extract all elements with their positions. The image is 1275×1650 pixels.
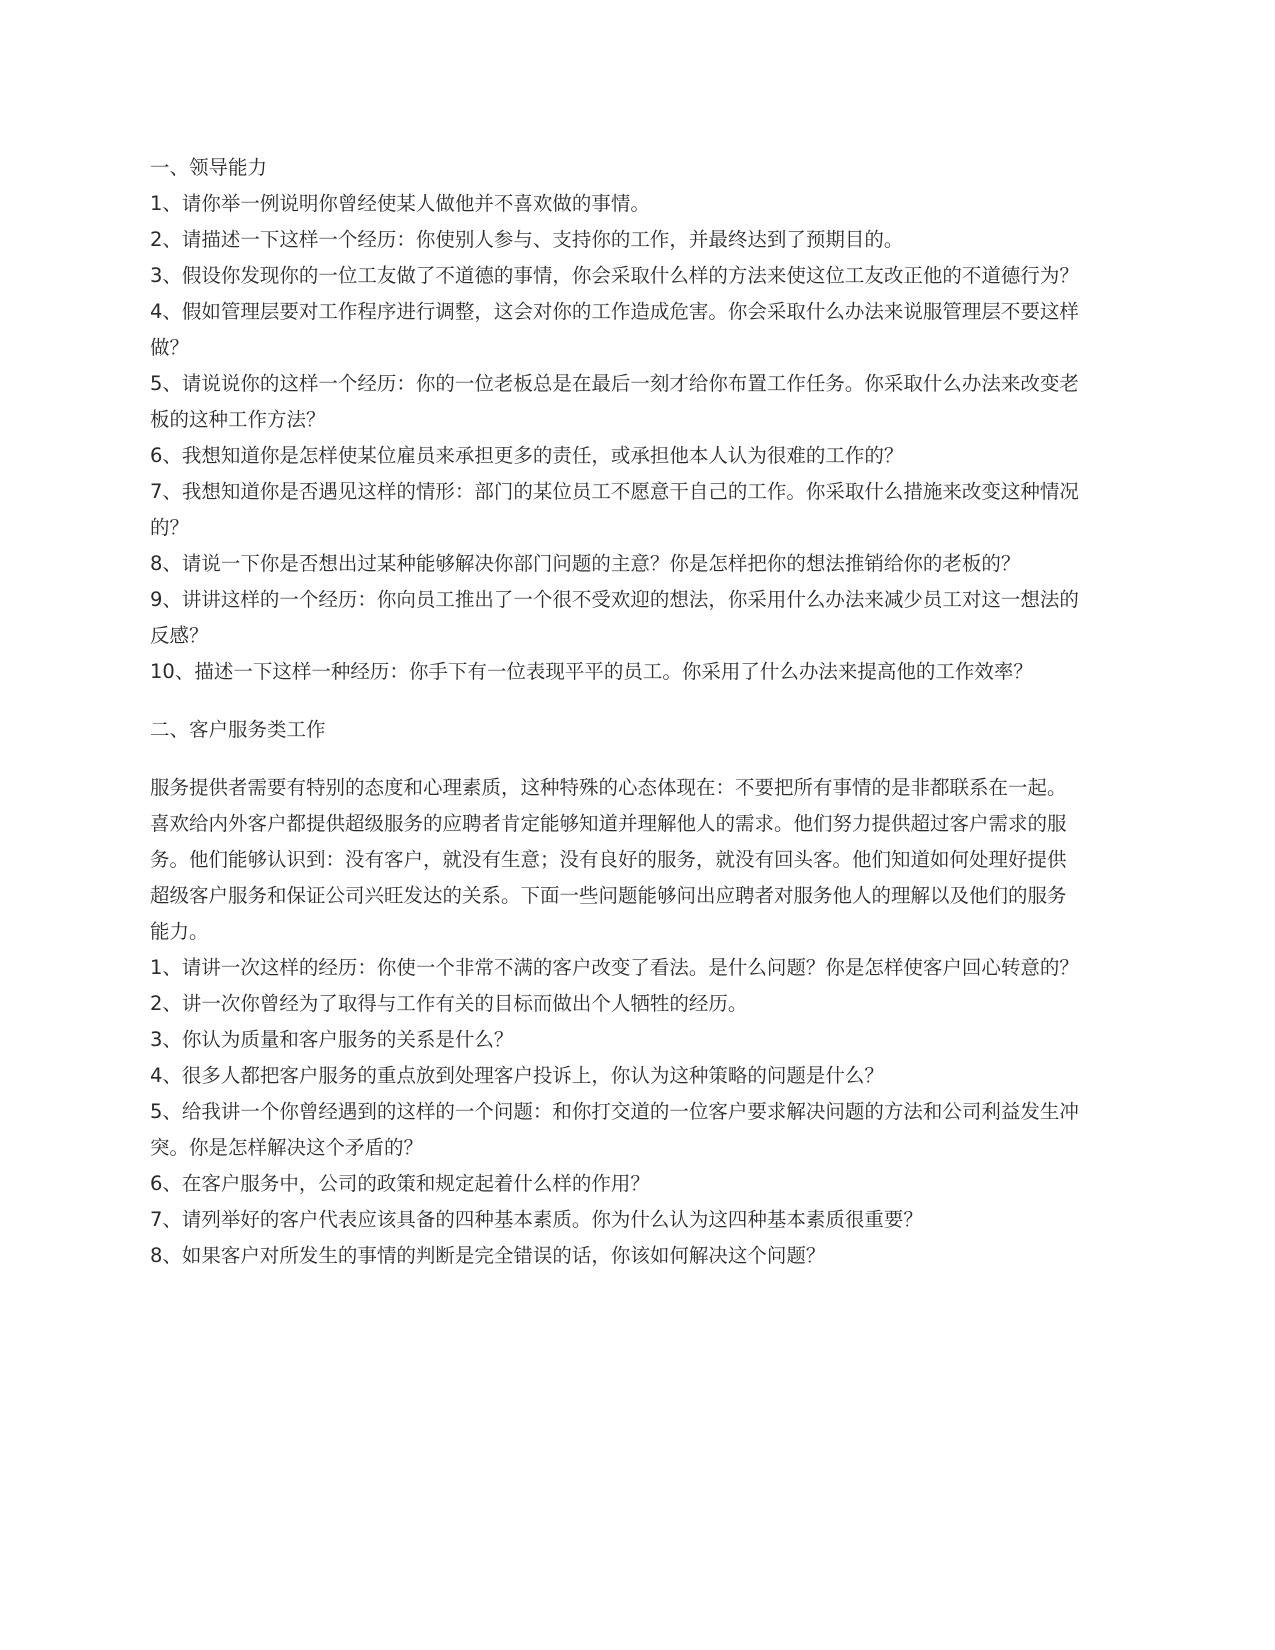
question-item: 3、假设你发现你的一位工友做了不道德的事情，你会采取什么样的方法来使这位工友改正他的不道德行为？ (150, 264, 1079, 287)
section-spacer (150, 690, 1085, 712)
question-item: 8、请说一下你是否想出过某种能够解决你部门问题的主意？你是怎样把你的想法推销给你的老板的？ (150, 552, 1021, 575)
question-item: 1、请讲一次这样的经历：你使一个非常不满的客户改变了看法。是什么问题？你是怎样使客户回心转意的？ (150, 956, 1079, 979)
question-item: 6、在客户服务中，公司的政策和规定起着什么样的作用？ (150, 1172, 650, 1195)
leadership-question-list (150, 186, 1085, 690)
section-intro-paragraph: 服务提供者需要有特别的态度和心理素质，这种特殊的心态体现在：不要把所有事情的是非都联系在一起。喜欢给内外客户都提供超级服务的应聘者肯定能够知道并理解他人的需求。他们努力提供超过客户需求的服务。他们能够认识到：没有客户，就没有生意；没有良好的服务，就没有回头客。他们知道如何处理好提供超级客户服务和保证公司兴旺发达的关系。下面一些问题能够问出应聘者对服务他人的理解以及他们的服务能力。 (150, 776, 1067, 943)
question-item: 8、如果客户对所发生的事情的判断是完全错误的话，你该如何解决这个问题？ (150, 1244, 826, 1267)
question-item: 9、讲讲这样的一个经历：你向员工推出了一个很不受欢迎的想法，你采用什么办法来减少员工对这一想法的反感？ (150, 588, 1079, 647)
question-item: 3、你认为质量和客户服务的关系是什么？ (150, 1028, 514, 1051)
section-spacer (150, 748, 1085, 770)
question-item: 2、请描述一下这样一个经历：你使别人参与、支持你的工作，并最终达到了预期目的。 (150, 228, 904, 251)
question-item: 4、假如管理层要对工作程序进行调整，这会对你的工作造成危害。你会采取什么办法来说服管理层不要这样做？ (150, 300, 1079, 359)
question-item: 1、请你举一例说明你曾经使某人做他并不喜欢做的事情。 (150, 192, 650, 215)
section-heading-customer-service: 二、客户服务类工作 (150, 718, 326, 741)
question-item: 5、请说说你的这样一个经历：你的一位老板总是在最后一刻才给你布置工作任务。你采取什么办法来改变老板的这种工作方法？ (150, 372, 1079, 431)
customer-service-question-list (150, 950, 1085, 1274)
question-item: 4、很多人都把客户服务的重点放到处理客户投诉上，你认为这种策略的问题是什么？ (150, 1064, 884, 1087)
question-item: 6、我想知道你是怎样使某位雇员来承担更多的责任，或承担他本人认为很难的工作的？ (150, 444, 904, 467)
section-heading-leadership: 一、领导能力 (150, 156, 268, 179)
question-item: 2、讲一次你曾经为了取得与工作有关的目标而做出个人牺牲的经历。 (150, 992, 748, 1015)
question-item: 7、请列举好的客户代表应该具备的四种基本素质。你为什么认为这四种基本素质很重要？ (150, 1208, 923, 1231)
question-item: 5、给我讲一个你曾经遇到的这样的一个问题：和你打交道的一位客户要求解决问题的方法和公司利益发生冲突。你是怎样解决这个矛盾的？ (150, 1100, 1079, 1159)
question-item: 10、描述一下这样一种经历：你手下有一位表现平平的员工。你采用了什么办法来提高他的工作效率？ (150, 660, 1033, 683)
question-item: 7、我想知道你是否遇见这样的情形：部门的某位员工不愿意干自己的工作。你采取什么措施来改变这种情况的？ (150, 480, 1079, 539)
